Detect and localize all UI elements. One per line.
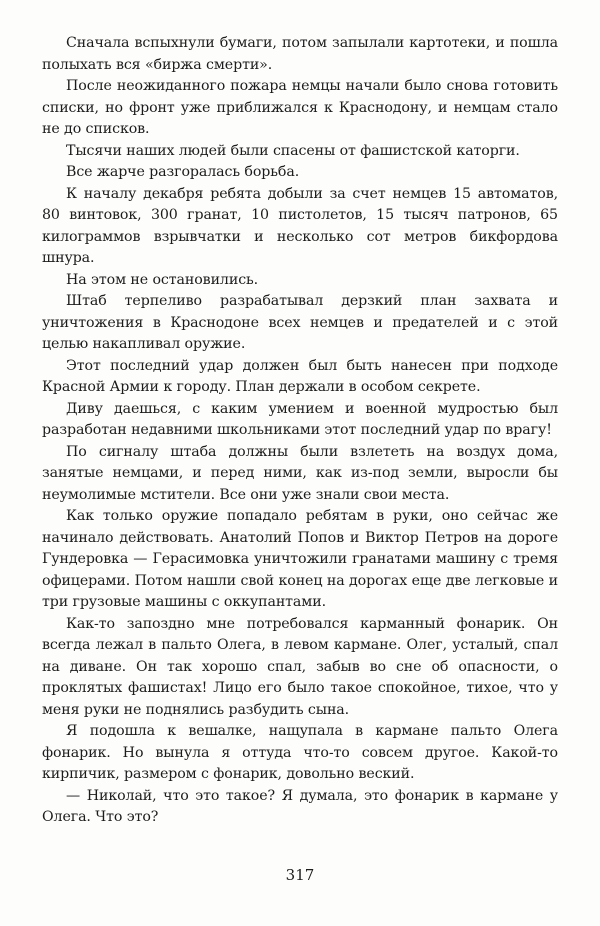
paragraph-8: Этот последний удар должен был быть нанесен при подходе Красной Армии к городу. План держали в особом секрете.: [42, 357, 558, 395]
paragraph-2: После неожиданного пожара немцы начали было снова готовить списки, но фронт уже приближался к Краснодону, и немцам стало не до списков.: [42, 78, 558, 137]
paragraph-14: — Николай, что это такое? Я думала, это фонарик в кармане у Олега. Что это?: [42, 787, 558, 825]
page-number: 317: [285, 866, 315, 884]
paragraph-1: Сначала вспыхнули бумаги, потом запылали картотеки, и пошла полыхать вся «биржа смерти».: [42, 35, 558, 73]
paragraph-10: По сигналу штаба должны были взлететь на воздух дома, занятые немцами, и перед ними, как из-под земли, выросли бы неумолимые мстители. Все они уже знали свои места.: [42, 443, 558, 503]
paragraph-5: К началу декабря ребята добыли за счет немцев 15 автоматов, 80 винтовок, 300 гранат, 10 пистолетов, 15 тысяч патронов, 65 килограммов взрывчатки и несколько сот метров бикфордова шнура.: [42, 185, 558, 266]
body-text: [42, 33, 558, 829]
paragraph-11: Как только оружие попадало ребятам в руки, оно сейчас же начинало действовать. Анатолий Попов и Виктор Петров на дороге Гундеровка — Герасимовка уничтожили гранатами машину с тремя офицерами. Потом нашли свой конец на дорогах еще две легковые и три грузовые машины с оккупантами.: [42, 508, 558, 610]
paragraph-6: На этом не остановились.: [66, 271, 259, 288]
paragraph-7: Штаб терпеливо разрабатывал дерзкий план захвата и уничтожения в Краснодоне всех немцев и предателей и с этой целью накапливал оружие.: [42, 293, 558, 352]
paragraph-12: Как-то запоздно мне потребовался карманный фонарик. Он всегда лежал в пальто Олега, в левом кармане. Олег, усталый, спал на диване. Он так хорошо спал, забыв во сне об опасности, о проклятых фашистах! Лицо его было такое спокойное, тихое, что у меня руки не поднялись разбудить сына.: [42, 615, 558, 718]
paragraph-9: Диву даешься, с каким умением и военной мудростью был разработан недавними школьниками этот последний удар по врагу!: [42, 400, 558, 438]
paragraph-3: Тысячи наших людей были спасены от фашистской каторги.: [66, 142, 520, 159]
paragraph-4: Все жарче разгоралась борьба.: [66, 164, 300, 180]
paragraph-13: Я подошла к вешалке, нащупала в кармане пальто Олега фонарик. Но вынула я оттуда что-то совсем другое. Какой-то кирпичик, размером с фонарик, довольно веский.: [42, 723, 558, 782]
